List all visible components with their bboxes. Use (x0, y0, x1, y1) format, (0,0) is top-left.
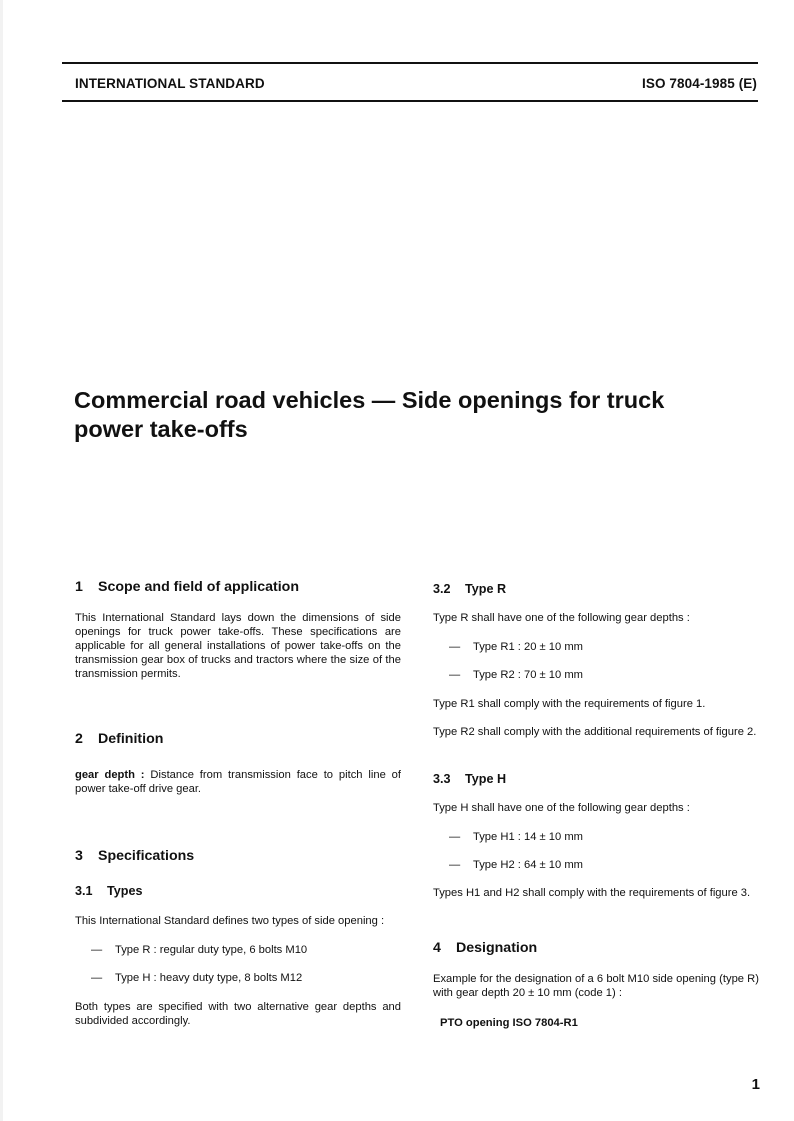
section-title: Specifications (98, 848, 195, 864)
title-line-1: Commercial road vehicles — Side openings for truck (74, 387, 665, 413)
subsection-title: Types (107, 884, 143, 898)
definition-term: gear depth : (75, 769, 145, 781)
subsection-3-1-heading (75, 884, 142, 898)
type-r2-requirement: Type R2 shall comply with the additional requirements of figure 2. (433, 726, 757, 738)
types-intro: This International Standard defines two types of side opening : (75, 915, 385, 927)
subsection-title: Type R (465, 582, 507, 596)
list-item-type-h2 (433, 858, 583, 872)
types-closing-text: Both types are specified with two alternative gear depths and subdivided accordingly. (75, 1001, 401, 1027)
section-title: Designation (456, 940, 538, 956)
section-number: 4 (433, 940, 441, 956)
type-r-intro: Type R shall have one of the following gear depths : (433, 612, 690, 624)
subsection-number: 3.2 (433, 582, 451, 596)
type-r1-requirement: Type R1 shall comply with the requirements of figure 1. (433, 698, 706, 710)
standard-type-label: INTERNATIONAL STANDARD (75, 76, 265, 91)
section-4-heading (433, 941, 537, 955)
document-title (74, 386, 734, 444)
standard-number: ISO 7804-1985 (E) (641, 76, 757, 91)
header-top-rule (62, 62, 758, 64)
dash-bullet: — (91, 944, 103, 956)
list-item-type-r (75, 943, 307, 957)
designation-text: Example for the designation of a 6 bolt M10 side opening (type R) with gear depth 20 ± 10 mm (code 1) : (433, 973, 759, 999)
list-item-text: Type H : heavy duty type, 8 bolts M12 (115, 972, 303, 984)
list-item-text: Type R : regular duty type, 6 bolts M10 (115, 944, 308, 956)
dash-bullet: — (91, 972, 103, 984)
subsection-number: 3.3 (433, 772, 451, 786)
section-title: Scope and field of application (98, 579, 300, 595)
section-2-heading (75, 732, 163, 746)
list-item-text: Type R2 : 70 ± 10 mm (473, 669, 583, 681)
type-h-requirement: Types H1 and H2 shall comply with the requirements of figure 3. (433, 887, 751, 899)
list-item-text: Type R1 : 20 ± 10 mm (473, 641, 583, 653)
dash-bullet: — (449, 669, 461, 681)
section-number: 3 (75, 848, 83, 864)
list-item-type-h1 (433, 830, 583, 844)
section-1-text: This International Standard lays down the dimensions of side openings for truck power take-offs. These specifications are applicable for all general installations of power take-offs on the transmission gear box of trucks and tractors where the size of the transmission permits. (75, 612, 401, 680)
dash-bullet: — (449, 831, 461, 843)
header-bottom-rule (62, 100, 758, 102)
designation-example: PTO opening ISO 7804-R1 (440, 1017, 578, 1029)
list-item-text: Type H1 : 14 ± 10 mm (473, 831, 583, 843)
definition-text (75, 768, 401, 796)
title-line-2: power take-offs (74, 416, 248, 442)
page-number: 1 (751, 1076, 760, 1093)
scan-edge (0, 0, 3, 1121)
subsection-number: 3.1 (75, 884, 93, 898)
section-3-heading (75, 849, 194, 863)
type-h-intro: Type H shall have one of the following gear depths : (433, 802, 690, 814)
dash-bullet: — (449, 641, 461, 653)
section-1-heading (75, 580, 299, 594)
subsection-title: Type H (465, 772, 507, 786)
subsection-3-2-heading (433, 582, 506, 596)
section-number: 2 (75, 731, 83, 747)
section-number: 1 (75, 579, 83, 595)
list-item-text: Type H2 : 64 ± 10 mm (473, 859, 583, 871)
list-item-type-r2 (433, 668, 583, 682)
subsection-3-3-heading (433, 772, 506, 786)
dash-bullet: — (449, 859, 461, 871)
list-item-type-r1 (433, 640, 583, 654)
list-item-type-h (75, 971, 302, 985)
section-title: Definition (98, 731, 164, 747)
definition-body: Distance from transmission face to pitch line of power take-off drive gear. (75, 769, 401, 795)
